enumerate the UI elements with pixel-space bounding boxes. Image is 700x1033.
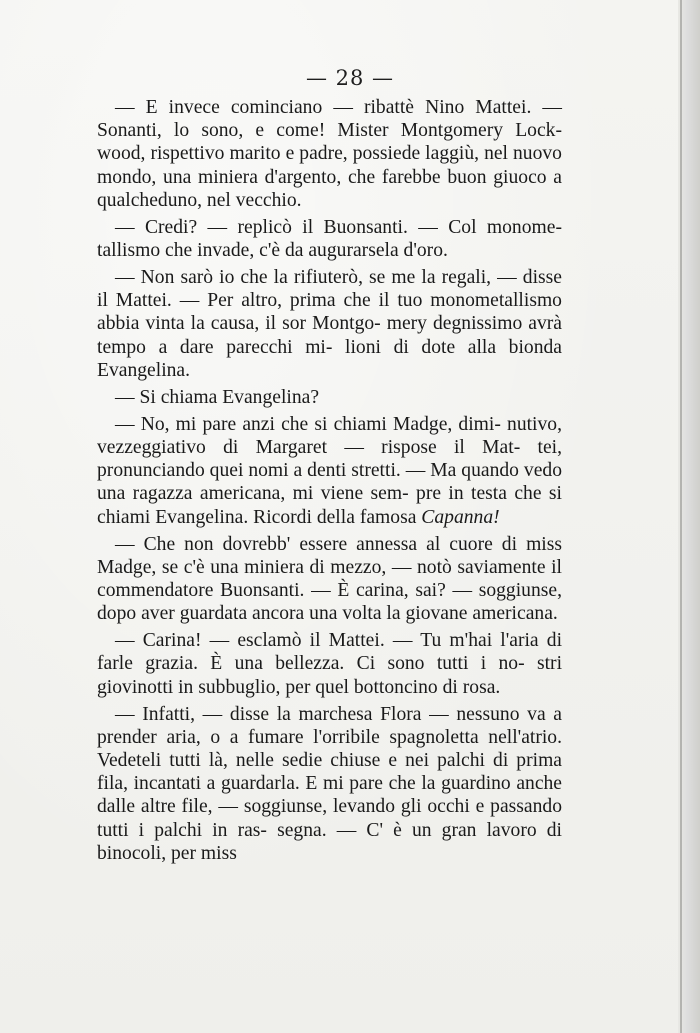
paragraph-5 [97,413,562,529]
text-line-prefix: famosa [359,506,422,528]
paragraph-3 [97,266,562,382]
text-line: segna. — C' è un gran lavoro di binocoli, per miss [97,819,562,864]
paragraph-2 [97,216,562,262]
text-line: — Non sarò io che la rifiuterò, se me la regali, [115,267,492,289]
text-line: lioni di dote alla bionda Evangelina. [97,336,562,381]
text-line: pre in testa che si chiami Evangelina. Ricordi della [97,483,562,528]
text-line: nutivo, vezzeggiativo di Margaret — rispose il Mat- [97,413,562,459]
text-line: saviamente il commendatore Buonsanti. — È carina, [97,556,562,602]
text-line: — Si chiama Evangelina? [115,386,320,408]
text-line: — E invece cominciano — ribattè Nino Mattei. — [115,97,562,118]
text-line: miss Madge, se c'è una miniera di mezzo, — notò [97,533,562,578]
text-line: rosa. [462,676,501,698]
paragraph-7 [97,629,562,699]
text-line: buon giuoco a qualcheduno, nel vecchio. [97,166,562,211]
paragraph-6 [97,533,562,626]
text-line: nel nuovo mondo, una miniera d'argento, che farebbe [97,143,562,188]
text-line: monometallismo abbia vinta la causa, il sor Montgo- [97,290,562,335]
text-line: va a prender aria, o a fumare l'orribile spagnoletta [97,703,562,748]
text-line: — No, mi pare anzi che si chiami Madge, dimi- [115,413,501,435]
text-line: sai? — soggiunse, dopo aver guardata ancora una [97,580,562,625]
text-line: mery degnissimo avrà tempo a dare parecchi mi- [97,313,562,358]
text-line: — Carina! — esclamò il Mattei. — Tu m'hai l'aria [115,630,539,652]
paragraph-1 [97,96,562,212]
text-line: tei, pronunciando quei nomi a denti stretti. — Ma [97,437,562,482]
text-line: di farle grazia. È una bellezza. Ci sono tutti i no- [97,630,563,675]
paragraph-4 [97,386,562,409]
text-line: wood, rispettivo marito e padre, possiede laggiù, [97,143,480,165]
italic-title: Capanna! [421,506,500,528]
text-line: — disse il Mattei. — Per altro, prima che il tuo [97,267,562,312]
text-line: — Che non dovrebb' essere annessa al cuore di [115,533,518,555]
text-line: stri giovinotti in subbuglio, per quel bottoncino di [97,653,563,698]
text-line: palchi di prima fila, incantati a guardarla. E mi pare [97,750,563,795]
text-line: che la guardino anche dalle altre file, — soggiunse, [97,773,563,818]
body-text [97,96,562,865]
text-line: levando gli occhi e passando tutti i palchi in ras- [97,796,562,841]
text-line: nell'atrio. Vedeteli tutti là, nelle sedie chiuse e nei [97,726,562,772]
page-number: — 28 — [305,66,395,90]
page-edge-shadow [678,0,700,1033]
text-line: volta la giovane americana. [342,603,558,625]
text-line: — Credi? — replicò il Buonsanti. — Col monome- [115,216,562,238]
paragraph-8 [97,703,562,865]
text-line: quando vedo una ragazza americana, mi viene sem- [97,460,562,505]
text-line: Sonanti, lo sono, e come! Mister Montgomery Lock- [97,120,562,142]
text-line: tallismo che invade, c'è da augurarsela d'oro. [97,240,448,262]
text-line: — Infatti, — disse la marchesa Flora — nessuno [115,703,520,725]
